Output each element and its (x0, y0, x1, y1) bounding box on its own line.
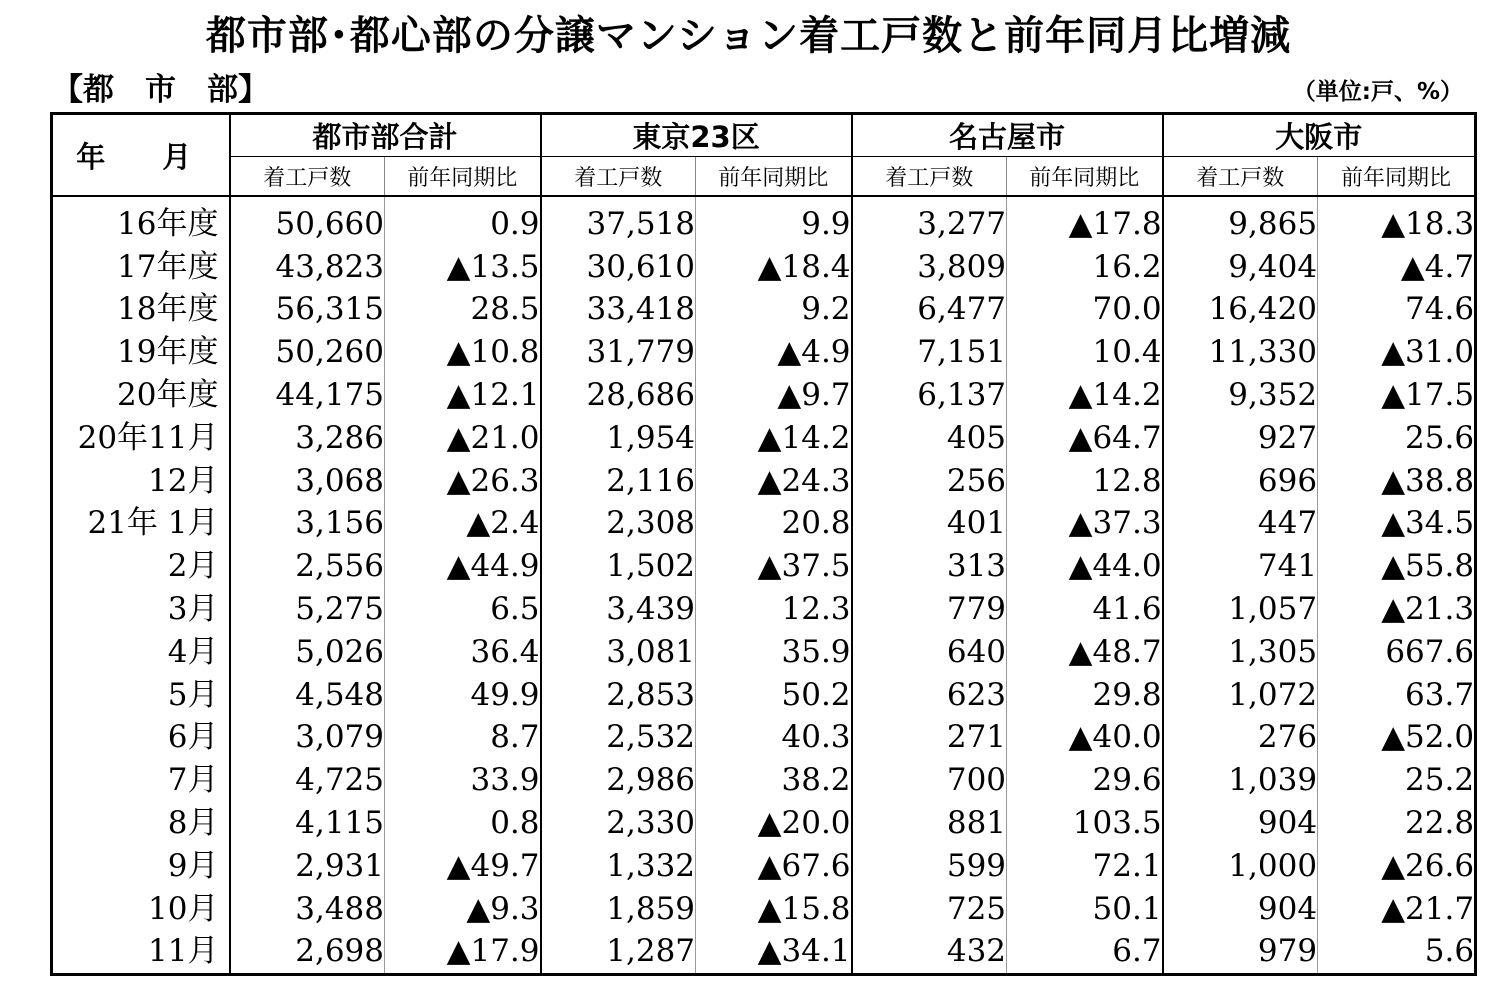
cell-nagoya-starts: 640 (852, 631, 1007, 674)
cell-osaka-starts: 1,305 (1163, 631, 1318, 674)
cell-tokyo23-yoy: ▲20.0 (696, 802, 852, 845)
row-label: 2月 (167, 548, 219, 585)
cell-nagoya-starts: 3,809 (852, 246, 1007, 289)
cell-nagoya-starts: 6,477 (852, 289, 1007, 332)
cell-nagoya-yoy: 50.1 (1007, 888, 1163, 931)
cell-tokyo23-starts: 37,518 (541, 196, 696, 246)
cell-nagoya-yoy: ▲17.8 (1007, 196, 1163, 246)
cell-nagoya-starts: 405 (852, 417, 1007, 460)
cell-nagoya-starts: 401 (852, 503, 1007, 546)
cell-nagoya-yoy: 12.8 (1007, 460, 1163, 503)
group-header-tokyo23: 東京23区 (541, 114, 852, 157)
cell-nagoya-yoy: 41.6 (1007, 588, 1163, 631)
row-label: 8月 (167, 805, 219, 842)
cell-urban-total-yoy: 28.5 (385, 289, 541, 332)
cell-osaka-yoy: ▲18.3 (1318, 196, 1476, 246)
cell-tokyo23-yoy: 9.2 (696, 289, 852, 332)
cell-nagoya-yoy: ▲44.0 (1007, 545, 1163, 588)
cell-tokyo23-starts: 33,418 (541, 289, 696, 332)
cell-urban-total-yoy: 0.8 (385, 802, 541, 845)
cell-osaka-yoy: ▲21.3 (1318, 588, 1476, 631)
cell-nagoya-starts: 271 (852, 717, 1007, 760)
cell-tokyo23-starts: 2,532 (541, 717, 696, 760)
cell-osaka-starts: 1,072 (1163, 674, 1318, 717)
col-header-yoy: 前年同期比 (1007, 157, 1163, 197)
cell-nagoya-yoy: 10.4 (1007, 331, 1163, 374)
row-label: 6月 (167, 719, 219, 756)
cell-osaka-starts: 927 (1163, 417, 1318, 460)
cell-tokyo23-starts: 2,330 (541, 802, 696, 845)
cell-urban-total-starts: 3,488 (230, 888, 385, 931)
cell-nagoya-yoy: ▲64.7 (1007, 417, 1163, 460)
cell-tokyo23-yoy: ▲37.5 (696, 545, 852, 588)
cell-nagoya-starts: 256 (852, 460, 1007, 503)
cell-urban-total-yoy: ▲26.3 (385, 460, 541, 503)
cell-osaka-starts: 1,000 (1163, 845, 1318, 888)
cell-urban-total-starts: 2,931 (230, 845, 385, 888)
table-row (52, 888, 1476, 931)
cell-tokyo23-yoy: ▲14.2 (696, 417, 852, 460)
cell-osaka-yoy: 25.6 (1318, 417, 1476, 460)
cell-nagoya-starts: 432 (852, 931, 1007, 975)
cell-nagoya-yoy: ▲37.3 (1007, 503, 1163, 546)
group-header-nagoya: 名古屋市 (852, 114, 1163, 157)
cell-tokyo23-yoy: ▲15.8 (696, 888, 852, 931)
cell-tokyo23-yoy: ▲34.1 (696, 931, 852, 975)
cell-nagoya-yoy: 6.7 (1007, 931, 1163, 975)
cell-nagoya-starts: 725 (852, 888, 1007, 931)
table-row (52, 246, 1476, 289)
cell-urban-total-starts: 3,156 (230, 503, 385, 546)
cell-tokyo23-starts: 1,954 (541, 417, 696, 460)
table-row (52, 674, 1476, 717)
cell-tokyo23-starts: 1,332 (541, 845, 696, 888)
cell-urban-total-starts: 2,698 (230, 931, 385, 975)
cell-tokyo23-starts: 1,287 (541, 931, 696, 975)
page-title: 都市部･都心部の分譲マンション着工戸数と前年同月比増減 (205, 13, 1292, 59)
row-label: 19年度 (117, 334, 219, 371)
cell-osaka-yoy: ▲55.8 (1318, 545, 1476, 588)
cell-nagoya-starts: 700 (852, 759, 1007, 802)
cell-osaka-yoy: ▲21.7 (1318, 888, 1476, 931)
cell-osaka-yoy: ▲4.7 (1318, 246, 1476, 289)
cell-urban-total-yoy: ▲44.9 (385, 545, 541, 588)
cell-tokyo23-yoy: ▲9.7 (696, 374, 852, 417)
cell-tokyo23-yoy: 12.3 (696, 588, 852, 631)
row-label: 7月 (167, 762, 219, 799)
cell-osaka-yoy: ▲38.8 (1318, 460, 1476, 503)
cell-nagoya-starts: 7,151 (852, 331, 1007, 374)
cell-osaka-starts: 979 (1163, 931, 1318, 975)
cell-tokyo23-yoy: ▲4.9 (696, 331, 852, 374)
cell-osaka-starts: 447 (1163, 503, 1318, 546)
cell-osaka-yoy: ▲26.6 (1318, 845, 1476, 888)
cell-osaka-yoy: 25.2 (1318, 759, 1476, 802)
cell-osaka-yoy: 22.8 (1318, 802, 1476, 845)
cell-nagoya-starts: 779 (852, 588, 1007, 631)
cell-urban-total-yoy: 49.9 (385, 674, 541, 717)
cell-tokyo23-starts: 1,859 (541, 888, 696, 931)
cell-osaka-starts: 11,330 (1163, 331, 1318, 374)
cell-nagoya-yoy: 72.1 (1007, 845, 1163, 888)
col-header-yoy: 前年同期比 (1318, 157, 1476, 197)
cell-osaka-starts: 9,404 (1163, 246, 1318, 289)
col-header-starts: 着工戸数 (852, 157, 1007, 197)
table-row (52, 631, 1476, 674)
cell-urban-total-starts: 3,068 (230, 460, 385, 503)
cell-osaka-yoy: ▲31.0 (1318, 331, 1476, 374)
cell-urban-total-yoy: 6.5 (385, 588, 541, 631)
cell-urban-total-yoy: 0.9 (385, 196, 541, 246)
col-header-starts: 着工戸数 (541, 157, 696, 197)
cell-osaka-starts: 741 (1163, 545, 1318, 588)
col-header-yoy: 前年同期比 (385, 157, 541, 197)
table-row (52, 802, 1476, 845)
row-label: 20年11月 (77, 419, 219, 456)
cell-tokyo23-yoy: 35.9 (696, 631, 852, 674)
table-row (52, 289, 1476, 332)
cell-tokyo23-starts: 28,686 (541, 374, 696, 417)
cell-urban-total-starts: 3,079 (230, 717, 385, 760)
cell-urban-total-yoy: ▲21.0 (385, 417, 541, 460)
cell-nagoya-starts: 881 (852, 802, 1007, 845)
row-label: 17年度 (117, 248, 219, 285)
cell-nagoya-yoy: 29.6 (1007, 759, 1163, 802)
cell-tokyo23-starts: 2,308 (541, 503, 696, 546)
cell-tokyo23-starts: 30,610 (541, 246, 696, 289)
cell-urban-total-starts: 5,026 (230, 631, 385, 674)
cell-urban-total-starts: 5,275 (230, 588, 385, 631)
cell-osaka-yoy: 74.6 (1318, 289, 1476, 332)
row-label: 11月 (148, 933, 219, 970)
table-row (52, 196, 1476, 246)
table-row (52, 417, 1476, 460)
cell-nagoya-starts: 313 (852, 545, 1007, 588)
cell-urban-total-yoy: ▲2.4 (385, 503, 541, 546)
unit-label: （単位:戸、%） (1292, 79, 1463, 105)
cell-urban-total-starts: 56,315 (230, 289, 385, 332)
cell-urban-total-yoy: ▲17.9 (385, 931, 541, 975)
cell-urban-total-starts: 4,115 (230, 802, 385, 845)
cell-urban-total-yoy: ▲13.5 (385, 246, 541, 289)
row-label: 5月 (167, 676, 219, 713)
cell-urban-total-starts: 44,175 (230, 374, 385, 417)
col-header-starts: 着工戸数 (1163, 157, 1318, 197)
table-row (52, 503, 1476, 546)
cell-tokyo23-starts: 31,779 (541, 331, 696, 374)
cell-osaka-yoy: 667.6 (1318, 631, 1476, 674)
cell-tokyo23-yoy: 50.2 (696, 674, 852, 717)
cell-urban-total-starts: 50,260 (230, 331, 385, 374)
table-body (52, 196, 1476, 975)
col-header-starts: 着工戸数 (230, 157, 385, 197)
cell-tokyo23-yoy: ▲67.6 (696, 845, 852, 888)
cell-urban-total-starts: 2,556 (230, 545, 385, 588)
row-label: 18年度 (117, 291, 219, 328)
cell-osaka-yoy: ▲52.0 (1318, 717, 1476, 760)
cell-tokyo23-starts: 2,116 (541, 460, 696, 503)
cell-nagoya-yoy: 16.2 (1007, 246, 1163, 289)
cell-nagoya-yoy: 70.0 (1007, 289, 1163, 332)
cell-tokyo23-yoy: ▲18.4 (696, 246, 852, 289)
cell-osaka-yoy: 5.6 (1318, 931, 1476, 975)
cell-osaka-starts: 9,352 (1163, 374, 1318, 417)
table-row (52, 545, 1476, 588)
cell-tokyo23-starts: 3,439 (541, 588, 696, 631)
row-label: 21年 1月 (87, 505, 219, 542)
row-label: 9月 (167, 847, 219, 884)
cell-osaka-yoy: ▲17.5 (1318, 374, 1476, 417)
cell-urban-total-yoy: ▲12.1 (385, 374, 541, 417)
cell-osaka-starts: 16,420 (1163, 289, 1318, 332)
cell-nagoya-starts: 623 (852, 674, 1007, 717)
table-row (52, 460, 1476, 503)
section-label: 【都 市 部】 (52, 72, 269, 108)
cell-nagoya-yoy: ▲48.7 (1007, 631, 1163, 674)
housing-starts-table (50, 112, 1477, 976)
cell-urban-total-yoy: ▲9.3 (385, 888, 541, 931)
col-header-yoy: 前年同期比 (696, 157, 852, 197)
cell-osaka-starts: 696 (1163, 460, 1318, 503)
cell-urban-total-starts: 3,286 (230, 417, 385, 460)
cell-nagoya-yoy: 103.5 (1007, 802, 1163, 845)
cell-urban-total-yoy: 33.9 (385, 759, 541, 802)
cell-tokyo23-yoy: 40.3 (696, 717, 852, 760)
cell-nagoya-yoy: ▲14.2 (1007, 374, 1163, 417)
year-month-header: 年 月 (52, 114, 230, 197)
cell-nagoya-starts: 3,277 (852, 196, 1007, 246)
cell-nagoya-yoy: ▲40.0 (1007, 717, 1163, 760)
table-row (52, 374, 1476, 417)
cell-tokyo23-yoy: 9.9 (696, 196, 852, 246)
cell-osaka-starts: 1,057 (1163, 588, 1318, 631)
cell-osaka-starts: 1,039 (1163, 759, 1318, 802)
cell-urban-total-yoy: ▲49.7 (385, 845, 541, 888)
cell-osaka-yoy: ▲34.5 (1318, 503, 1476, 546)
cell-tokyo23-yoy: 20.8 (696, 503, 852, 546)
cell-urban-total-yoy: 8.7 (385, 717, 541, 760)
table-row (52, 717, 1476, 760)
cell-tokyo23-starts: 3,081 (541, 631, 696, 674)
cell-osaka-starts: 276 (1163, 717, 1318, 760)
cell-nagoya-starts: 599 (852, 845, 1007, 888)
table-row (52, 331, 1476, 374)
cell-tokyo23-starts: 2,986 (541, 759, 696, 802)
cell-urban-total-yoy: 36.4 (385, 631, 541, 674)
cell-tokyo23-starts: 1,502 (541, 545, 696, 588)
group-header-urban-total: 都市部合計 (230, 114, 541, 157)
table-row (52, 931, 1476, 975)
cell-osaka-starts: 9,865 (1163, 196, 1318, 246)
row-label: 16年度 (117, 205, 219, 242)
cell-urban-total-starts: 4,725 (230, 759, 385, 802)
cell-nagoya-starts: 6,137 (852, 374, 1007, 417)
cell-osaka-starts: 904 (1163, 802, 1318, 845)
table-row (52, 759, 1476, 802)
row-label: 10月 (148, 890, 219, 927)
group-header-osaka: 大阪市 (1163, 114, 1476, 157)
row-label: 20年度 (117, 377, 219, 414)
cell-nagoya-yoy: 29.8 (1007, 674, 1163, 717)
cell-tokyo23-starts: 2,853 (541, 674, 696, 717)
cell-urban-total-starts: 4,548 (230, 674, 385, 717)
cell-urban-total-yoy: ▲10.8 (385, 331, 541, 374)
cell-urban-total-starts: 43,823 (230, 246, 385, 289)
row-label: 12月 (148, 462, 219, 499)
cell-tokyo23-yoy: 38.2 (696, 759, 852, 802)
table-row (52, 588, 1476, 631)
cell-urban-total-starts: 50,660 (230, 196, 385, 246)
cell-osaka-starts: 904 (1163, 888, 1318, 931)
cell-tokyo23-yoy: ▲24.3 (696, 460, 852, 503)
row-label: 4月 (167, 633, 219, 670)
row-label: 3月 (167, 591, 219, 628)
cell-osaka-yoy: 63.7 (1318, 674, 1476, 717)
table-row (52, 845, 1476, 888)
